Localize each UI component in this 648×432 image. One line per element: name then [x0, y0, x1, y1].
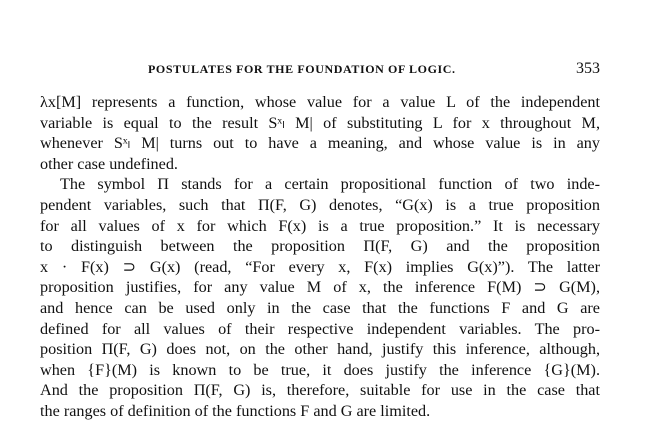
text-line: other case undefined. [40, 154, 178, 173]
text-line: variable is equal to the result Sˣₗ M| of substituting L for x throughout M, [40, 113, 600, 132]
text-line: The symbol Π stands for a certain propositional function of two inde- [60, 175, 600, 194]
text-line: pendent variables, such that Π(F, G) denotes, “G(x) is a true proposition [40, 195, 600, 214]
text-line: for all values of x for which F(x) is a true proposition.” It is necessary [40, 216, 600, 235]
text-line: when {F}(M) is known to be true, it does justify the inference {G}(M). [40, 360, 600, 379]
text-line: and hence can be used only in the case that the functions F and G are [40, 298, 600, 317]
text-line: proposition justifies, for any value M of x, the inference F(M) ⊃ G(M), [40, 278, 600, 297]
text-line: And the proposition Π(F, G) is, therefore, suitable for use in the case that [40, 381, 600, 400]
text-line: to distinguish between the proposition Π(F, G) and the proposition [40, 237, 600, 256]
text-line: x · F(x) ⊃ G(x) (read, “For every x, F(x) implies G(x)”). The latter [40, 257, 600, 276]
text-line: position Π(F, G) does not, on the other hand, justify this inference, although, [40, 340, 600, 359]
text-line: the ranges of definition of the functions F and G are limited. [40, 401, 431, 420]
paragraph-1 [40, 92, 600, 174]
text-line: defined for all values of their respective independent variables. The pro- [40, 319, 600, 338]
body-text [40, 92, 600, 422]
running-title: POSTULATES FOR THE FOUNDATION OF LOGIC. [148, 62, 456, 76]
running-head [0, 60, 648, 84]
paragraph-2 [40, 174, 600, 421]
page-number: 353 [576, 60, 600, 77]
text-line: whenever Sˣₗ M| turns out to have a meaning, and whose value is in any [40, 134, 600, 153]
text-line: λx[M] represents a function, whose value for a value L of the independent [40, 93, 600, 111]
